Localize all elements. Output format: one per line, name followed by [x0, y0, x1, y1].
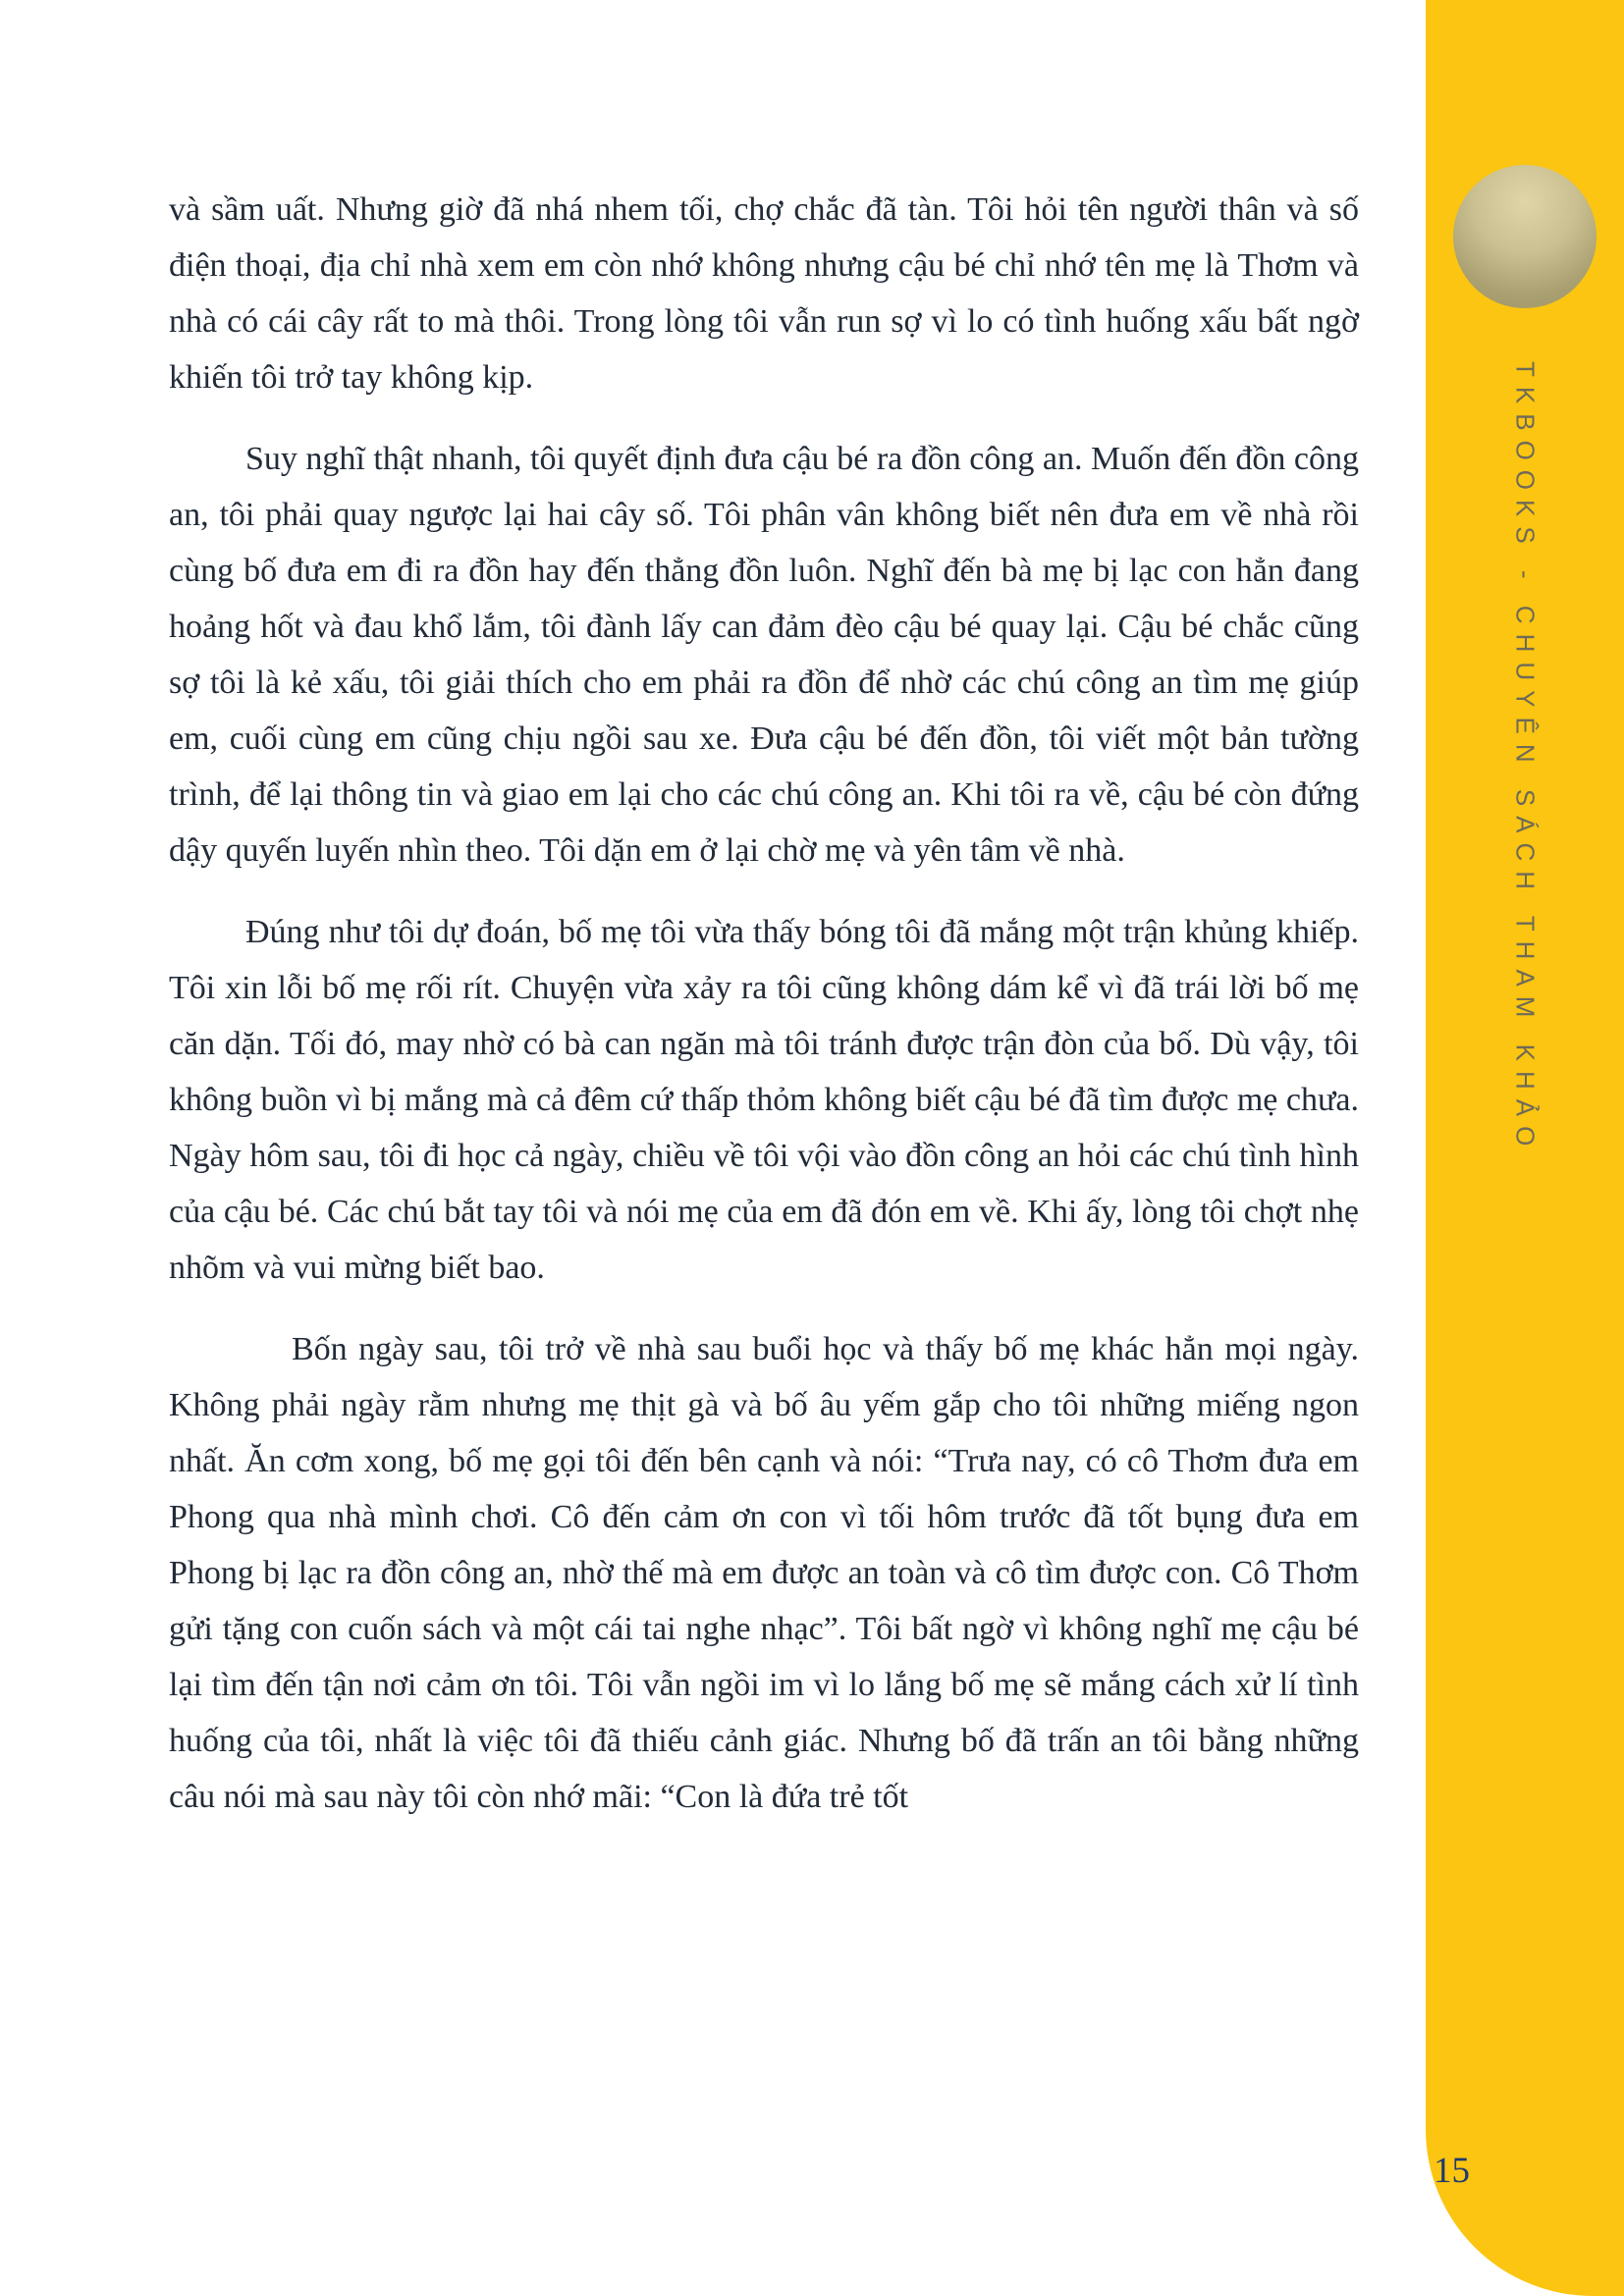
- paragraph: Đúng như tôi dự đoán, bố mẹ tôi vừa thấy bóng tôi đã mắng một trận khủng khiếp. Tôi xin lỗi bố mẹ rối rít. Chuyện vừa xảy ra tôi cũng không dám kể vì đã trái lời bố mẹ căn dặn. Tối đó, may nhờ có bà can ngăn mà tôi tránh được trận đòn của bố. Dù vậy, tôi không buồn vì bị mắng mà cả đêm cứ thấp thỏm không biết cậu bé đã tìm được mẹ chưa. Ngày hôm sau, tôi đi học cả ngày, chiều về tôi vội vào đồn công an hỏi các chú tình hình của cậu bé. Các chú bắt tay tôi và nói mẹ của em đã đón em về. Khi ấy, lòng tôi chợt nhẹ nhõm và vui mừng biết bao.: [169, 914, 1359, 1286]
- paragraph: và sầm uất. Nhưng giờ đã nhá nhem tối, chợ chắc đã tàn. Tôi hỏi tên người thân và số điện thoại, địa chỉ nhà xem em còn nhớ không nhưng cậu bé chỉ nhớ tên mẹ là Thơm và nhà có cái cây rất to mà thôi. Trong lòng tôi vẫn run sợ vì lo có tình huống xấu bất ngờ khiến tôi trở tay không kịp.: [169, 191, 1359, 396]
- page-body-text: [169, 182, 1359, 1825]
- publisher-vertical-text: TKBOOKS - CHUYÊN SÁCH THAM KHẢO: [1510, 361, 1541, 1156]
- accent-sidebar: [1426, 0, 1624, 2296]
- landscape-photo-icon: [1453, 165, 1597, 308]
- page-number: 15: [1434, 2151, 1470, 2191]
- paragraph: Suy nghĩ thật nhanh, tôi quyết định đưa cậu bé ra đồn công an. Muốn đến đồn công an, tôi phải quay ngược lại hai cây số. Tôi phân vân không biết nên đưa em về nhà rồi cùng bố đưa em đi ra đồn hay đến thẳng đồn luôn. Nghĩ đến bà mẹ bị lạc con hẳn đang hoảng hốt và đau khổ lắm, tôi đành lấy can đảm đèo cậu bé quay lại. Cậu bé chắc cũng sợ tôi là kẻ xấu, tôi giải thích cho em phải ra đồn để nhờ các chú công an tìm mẹ giúp em, cuối cùng em cũng chịu ngồi sau xe. Đưa cậu bé đến đồn, tôi viết một bản tường trình, để lại thông tin và giao em lại cho các chú công an. Khi tôi ra về, cậu bé còn đứng dậy quyến luyến nhìn theo. Tôi dặn em ở lại chờ mẹ và yên tâm về nhà.: [169, 441, 1359, 869]
- paragraph: Bốn ngày sau, tôi trở về nhà sau buổi học và thấy bố mẹ khác hẳn mọi ngày. Không phải ngày rằm nhưng mẹ thịt gà và bố âu yếm gắp cho tôi những miếng ngon nhất. Ăn cơm xong, bố mẹ gọi tôi đến bên cạnh và nói: “Trưa nay, có cô Thơm đưa em Phong qua nhà mình chơi. Cô đến cảm ơn con vì tối hôm trước đã tốt bụng đưa em Phong bị lạc ra đồn công an, nhờ thế mà em được an toàn và cô tìm được con. Cô Thơm gửi tặng con cuốn sách và một cái tai nghe nhạc”. Tôi bất ngờ vì không nghĩ mẹ cậu bé lại tìm đến tận nơi cảm ơn tôi. Tôi vẫn ngồi im vì lo lắng bố mẹ sẽ mắng cách xử lí tình huống của tôi, nhất là việc tôi đã thiếu cảnh giác. Nhưng bố đã trấn an tôi bằng những câu nói mà sau này tôi còn nhớ mãi: “Con là đứa trẻ tốt: [169, 1331, 1359, 1815]
